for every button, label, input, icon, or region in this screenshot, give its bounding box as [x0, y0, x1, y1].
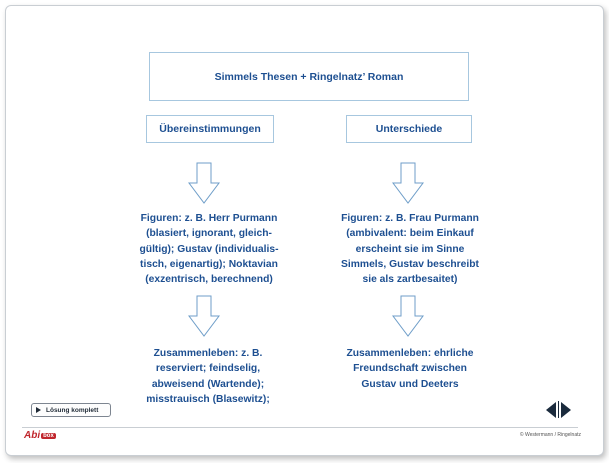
down-arrow-icon [188, 295, 220, 337]
abibox-logo: Abi box [24, 430, 54, 441]
living-right: Zusammenleben: ehrliche Freundschaft zwischen Gustav und Deeters [346, 348, 474, 390]
figures-left: Figuren: z. B. Herr Purmann (blasiert, ignorant, gleich- gültig); Gustav (individualis- tisch, eigenartig); Noktavian (exzentrisch, berechnend) [139, 213, 279, 286]
triangle-right-icon[interactable] [561, 402, 571, 418]
nav-divider [558, 401, 559, 418]
header-box-left [146, 115, 274, 143]
living-left: Zusammenleben: z. B. reserviert; feindselig, abweisend (Wartende); misstrauisch (Blasewitz); [146, 348, 270, 405]
main-title: Simmels Thesen + Ringelnatz’ Roman [214, 70, 404, 83]
down-arrow-icon [188, 162, 220, 204]
down-arrow-icon [392, 162, 424, 204]
header-left: Übereinstimmungen [159, 123, 261, 135]
header-box-right [346, 115, 472, 143]
down-arrow-icon [392, 295, 424, 337]
solution-button-label: Lösung komplett [46, 406, 99, 414]
solution-complete-button[interactable] [31, 403, 111, 417]
header-right: Unterschiede [375, 123, 443, 135]
figures-right: Figuren: z. B. Frau Purmann (ambivalent: beim Einkauf erscheint sie im Sinne Simmels, Gustav beschreibt sie als zartbesaitet) [341, 213, 479, 286]
triangle-left-icon[interactable] [546, 402, 556, 418]
copyright-text: © Westermann / Ringelnatz [519, 432, 581, 438]
footer-divider [22, 427, 578, 428]
main-title-box [149, 52, 469, 101]
play-icon [36, 407, 41, 413]
